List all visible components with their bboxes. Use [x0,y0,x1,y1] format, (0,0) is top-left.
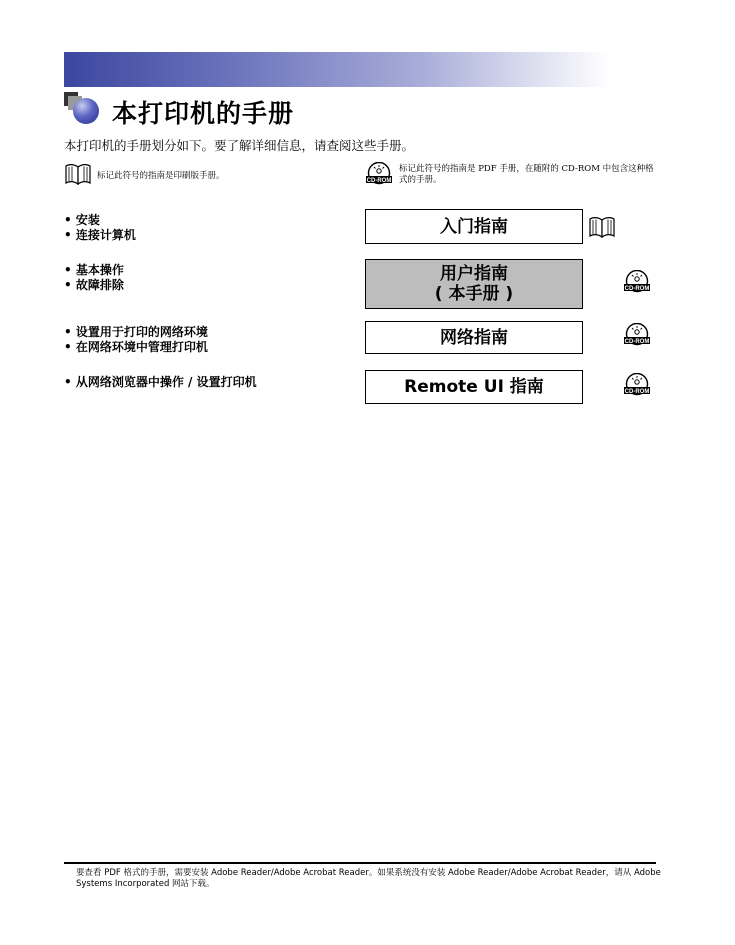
cd-rom-icon [624,270,650,294]
bullet-list [64,375,257,390]
guide-box-getting-started: 入门指南 [365,209,583,244]
svg-text:CD-ROM: CD-ROM [624,389,650,395]
intro-text: 本打印机的手册划分如下。要了解详细信息，请查阅这些手册。 [64,138,415,153]
cd-rom-icon [624,373,650,397]
list-item: • 故障排除 [64,278,124,292]
book-icon [588,216,616,238]
cd-rom-icon [624,323,650,347]
bullet-list [64,213,136,243]
bullet-list [64,263,124,293]
svg-text:CD-ROM: CD-ROM [624,339,650,345]
guide-box-network-guide: 网络指南 [365,321,583,354]
section-bullet-icon [64,92,102,126]
legend-cd-text: 标记此符号的指南是 PDF 手册，在随附的 CD-ROM 中包含这种格式的手册。 [399,164,654,185]
footer-note: 要查看 PDF 格式的手册，需要安装 Adobe Reader/Adobe Acrobat Reader。如果系统没有安装 Adobe Reader/Adobe Acrobat Reader，请从 Adobe Systems Incorporated 网站下载。 [76,868,661,889]
list-item: • 基本操作 [64,263,124,277]
list-item: • 安装 [64,213,100,227]
list-item: • 在网络环境中管理打印机 [64,340,208,354]
guide-box-user-guide: 用户指南 ( 本手册 ) [365,259,583,309]
header-banner [64,52,609,87]
bullet-list [64,325,208,355]
cd-rom-icon [366,162,392,186]
svg-text:CD-ROM: CD-ROM [624,286,650,292]
guide-box-remote-ui: Remote UI 指南 [365,370,583,404]
list-item: • 从网络浏览器中操作 / 设置打印机 [64,375,257,389]
book-icon [64,163,92,185]
legend-book-text: 标记此符号的指南是印刷版手册。 [97,171,225,181]
list-item: • 连接计算机 [64,228,136,242]
footer-divider [64,862,656,864]
page-title: 本打印机的手册 [112,99,295,128]
svg-text:CD-ROM: CD-ROM [366,178,392,184]
list-item: • 设置用于打印的网络环境 [64,325,208,339]
